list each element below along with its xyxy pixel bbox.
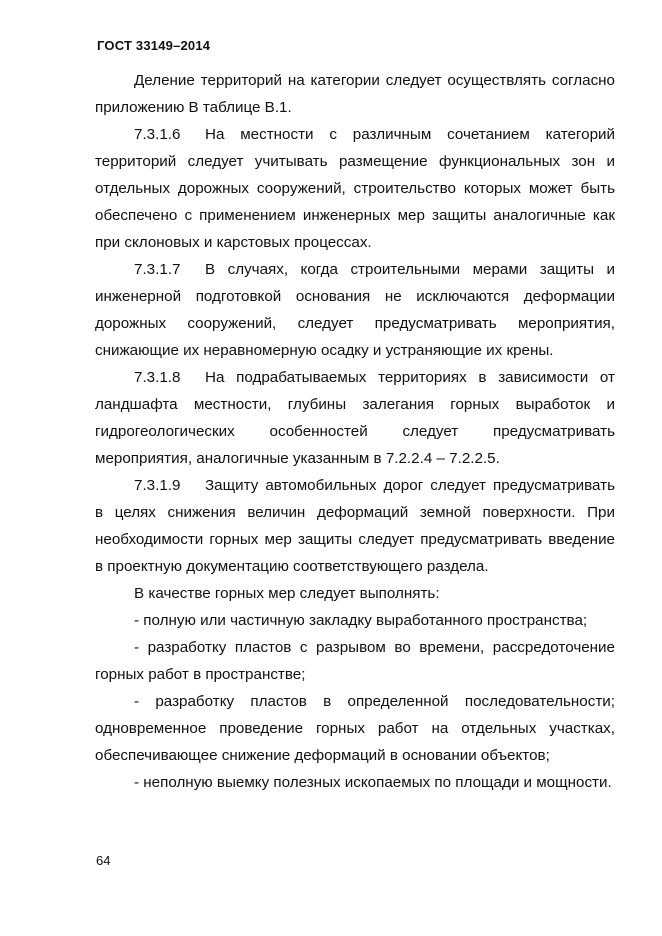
page-number: 64 — [96, 853, 111, 868]
clause-number: 7.3.1.9 — [134, 477, 181, 494]
list-item-text: - разработку пластов с разрывом во времени, рассредоточение горных работ в пространстве; — [95, 639, 615, 683]
clause-text: В случаях, когда строительными мерами защиты и инженерной подготовкой основания не исключаются деформации дорожных сооружений, следует предусматривать мероприятия, снижающие их неравномерную осадку и устраняющие их крены. — [95, 261, 615, 359]
list-item — [95, 769, 615, 796]
clause-number: 7.3.1.8 — [134, 369, 181, 386]
clause-number: 7.3.1.6 — [134, 126, 181, 143]
list-item-text: - разработку пластов в определенной последовательности; одновременное проведение горных работ на отдельных участках, обеспечивающее снижение деформаций в основании объектов; — [95, 693, 615, 764]
list-item — [95, 688, 615, 769]
list-item-text: - полную или частичную закладку выработанного пространства; — [134, 612, 588, 629]
paragraph-mining-measures-intro — [95, 580, 615, 607]
list-item — [95, 634, 615, 688]
paragraph-text: Деление территорий на категории следует осуществлять согласно приложению В таблице В.1. — [95, 72, 615, 116]
clause-7-3-1-9 — [95, 472, 615, 580]
clause-text: Защиту автомобильных дорог следует предусматривать в целях снижения величин деформаций земной поверхности. При необходимости горных мер защиты следует предусматривать введение в проектную документацию соответствующего раздела. — [95, 477, 615, 575]
clause-7-3-1-7 — [95, 256, 615, 364]
list-item-text: - неполную выемку полезных ископаемых по площади и мощности. — [134, 774, 612, 791]
clause-7-3-1-8 — [95, 364, 615, 472]
document-header: ГОСТ 33149–2014 — [97, 38, 211, 53]
clause-text: На местности с различным сочетанием категорий территорий следует учитывать размещение функциональных зон и отдельных дорожных сооружений, строительство которых может быть обеспечено с применением инженерных мер защиты аналогичные как при склоновых и карстовых процессах. — [95, 126, 615, 251]
clause-7-3-1-6 — [95, 121, 615, 256]
paragraph-text: В качестве горных мер следует выполнять: — [134, 585, 440, 602]
list-item — [95, 607, 615, 634]
document-body — [95, 67, 615, 796]
paragraph-division-categories — [95, 67, 615, 121]
clause-text: На подрабатываемых территориях в зависимости от ландшафта местности, глубины залегания горных выработок и гидрогеологических особенностей следует предусматривать мероприятия, аналогичные указанным в 7.2.2.4 – 7.2.2.5. — [95, 369, 615, 467]
clause-number: 7.3.1.7 — [134, 261, 181, 278]
